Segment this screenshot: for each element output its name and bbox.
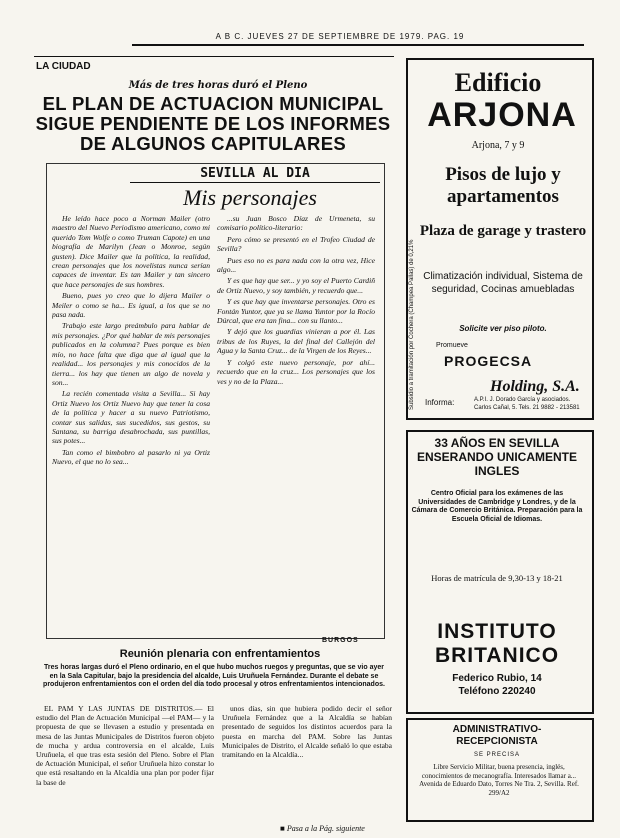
paragraph: Bueno, pues yo creo que lo dijera Mailer o Meiler o como se ha... Es igual, a los que se no pasa nada. — [52, 291, 210, 320]
paragraph: Tan como el bimbobro al pasarlo ni ya Ortiz Nuevo, el que no lo sea... — [52, 447, 210, 467]
paragraph: He leído hace poco a Norman Mailer (otro maestro del Nuevo Periodismo americano, como mi querido Tom Wolfe o como Truman Capote) en una biografía de Marilyn (Jean o Monroe, según gusten). Dice Mailer que la política, la realidad, crean personajes que los novelistas nunca serían capaces de inventar. Es tan Mailer y tan sincero que hace personajes de sus hombres. — [52, 214, 210, 289]
ad3-body: Libre Servicio Militar, buena presencia, inglés, conocimientos de mecanografía. Interesados llamar a... Avenida de Eduardo Dato, Torres Ne Tra. 2, Sevilla. Ref. 299/A2 — [419, 763, 579, 797]
ad-promoter: PROGECSA — [444, 353, 533, 369]
ad3-se-precisa: SE PRECISA — [473, 752, 520, 758]
story-headline: Reunión plenaria con enfrentamientos — [119, 648, 321, 660]
ad-holding-logo: Holding, S.A. — [490, 378, 580, 395]
paragraph: Pues eso no es para nada con la otra vez, Hice algo... — [217, 255, 375, 275]
ad-title-edificio: Edificio — [454, 68, 542, 97]
column-signature: BURGOS — [322, 637, 359, 644]
ad-headline: Pisos de lujo y apartamentos — [445, 164, 561, 207]
continuation-note — [280, 824, 365, 833]
ad-features: Climatización individual, Sistema de seguridad, Cocinas amuebladas — [423, 271, 583, 295]
side-strip-text: Subsidio a tramitación por Cochera (Champea Pallas) de 0,21% — [409, 239, 415, 410]
ad3-title: ADMINISTRATIVO-RECEPCIONISTA — [452, 724, 542, 747]
story-lead: Tres horas largas duró el Pleno ordinario, en el que hubo muchos ruegos y preguntas, que se vio ayer en la Sala Capitular, bajo la presidencia del alcalde, Luis Uruñuela Fernández. Durante el debate se produjeron enfrentamientos con el orden del día todo procesal y otros enfrentamientos intencionados. — [43, 664, 385, 688]
masthead: A B C. JUEVES 27 DE SEPTIEMBRE DE 1979. PAG. 19 — [215, 32, 465, 41]
paragraph: Y colgó este nuevo personaje, por ahí... recuerdo que en la cruz... Los personajes que los ves y no de la Plaza... — [217, 357, 375, 386]
ad-promotes-label: Promueve — [436, 342, 468, 349]
ad2-headline: 33 AÑOS EN SEVILLA ENSERANDO UNICAMENTE INGLES — [416, 436, 577, 478]
column-left-text — [52, 214, 210, 634]
top-rule — [34, 56, 394, 57]
column-right-text — [217, 214, 375, 634]
ad-info-label: Informa: — [425, 398, 455, 407]
masthead-rule — [132, 44, 584, 46]
paragraph: Trabajo este largo preámbulo para hablar de mis personajes. ¿Por qué hablar de mis personajes publicados en la columna? Pues porque es bien mío, no hace falta que diga que al igual que la realidad... los personajes y mis conocidos de la tierra... los hay que tienen un algo de novela y son... — [52, 321, 210, 387]
ad2-title: INSTITUTO BRITANICO — [434, 620, 560, 667]
ad-address: Arjona, 7 y 9 — [471, 140, 525, 151]
ad2-horas: Horas de matrícula de 9,30-13 y 18-21 — [431, 573, 563, 583]
page-title: EL PLAN DE ACTUACION MUNICIPAL SIGUE PENDIENTE DE LOS INFORMES DE ALGUNOS CAPITULARES — [35, 93, 391, 154]
ad-subheadline: Plaza de garage y trastero — [419, 223, 587, 239]
section-label: LA CIUDAD — [36, 61, 91, 72]
column-subtitle: Mis personajes — [183, 185, 317, 210]
paragraph: unos días, sin que hubiera podido decir el señor Uruñuela Fernández que a la Alcaldía se habían presentado de seguidos los distintos acuerdos para la puesta en marcha del PAM. Sobre las Juntas Municipales de Distrito, el Alcalde señaló lo que estaba tramitando en la Alcaldía... — [222, 704, 392, 760]
story-column-2 — [222, 704, 392, 816]
paragraph: Y es que hay que inventarse personajes. Otro es Fontán Yuntor, que ya se llama Yuntor por la Rocío Dúrcal, que era tan fina... con su llanto... — [217, 297, 375, 326]
paragraph: ...su Juan Bosco Díaz de Urmeneta, su comisario político-literario: — [217, 214, 375, 233]
ad2-address — [410, 672, 584, 698]
column-title: SEVILLA AL DIA — [200, 166, 310, 181]
ad2-centro: Centro Oficial para los exámenes de las Universidades de Cambridge y Londres, y de la Cámara de Comercio Británica. Preparación para la Escuela Oficial de Idiomas. — [411, 490, 583, 523]
paragraph: Pero cómo se presentó en el Trofeo Ciudad de Sevilla? — [217, 234, 375, 254]
ad-side-strip — [408, 210, 418, 410]
paragraph: EL PAM Y LAS JUNTAS DE DISTRITOS.— El estudio del Plan de Actuación Municipal —el PAM— y la propuesta de que se llevasen a estudio y presentada en mesa de las Juntas Municipales de Distritos fueron objeto de mucha y ardua controversia en el alcalde, Luis Uruñuela, el que tras esta sesión del Pleno. Sobre el Plan de Actuación Municipal, el señor Uruñuela hizo constar lo que está resaltando en la Alcaldía una plan por poder fijar la base de — [36, 704, 214, 787]
continuation-text: Pasa a la Pág. siguiente — [286, 824, 365, 833]
arrow-icon: ■ — [280, 824, 287, 833]
ad-visit: Solicite ver piso piloto. — [459, 324, 547, 333]
paragraph: La recién comentada visita a Sevilla... Si hay Ortiz Nuevo los Ortiz Nuevo hay que tener la cosa de la política y hacer a su nuevo Patriotismo, contar sus salidas, sus sucedidos, sus gestos, su Santana, su barriga desabrochada, sus puntillas, sus potes... — [52, 389, 210, 446]
ad2-phone: Teléfono 220240 — [458, 686, 536, 697]
paragraph: Y es que hay que ser... y yo soy el Puerto Cardiñ de Ortiz Nuevo, y soy también, y recuerdo que... — [217, 276, 375, 295]
kicker: Más de tres horas duró el Pleno — [128, 80, 308, 91]
paragraph: Y dejó que los guardias vinieran a por él. Las tribus de los Ruyes, la del final del Callejón del Agua y la Santa Cruz... de la Virgen de los Reyes... — [217, 327, 375, 356]
ad-info-text: A.P.I. J. Dorado García y asociados. Carlos Cañal, 5. Tels. 21 9882 - 213581 — [474, 397, 580, 411]
story-column-1 — [36, 704, 214, 834]
ad2-street: Federico Rubio, 14 — [452, 673, 542, 684]
column-title-rule — [130, 182, 380, 183]
ad-title-arjona: ARJONA — [427, 96, 577, 134]
